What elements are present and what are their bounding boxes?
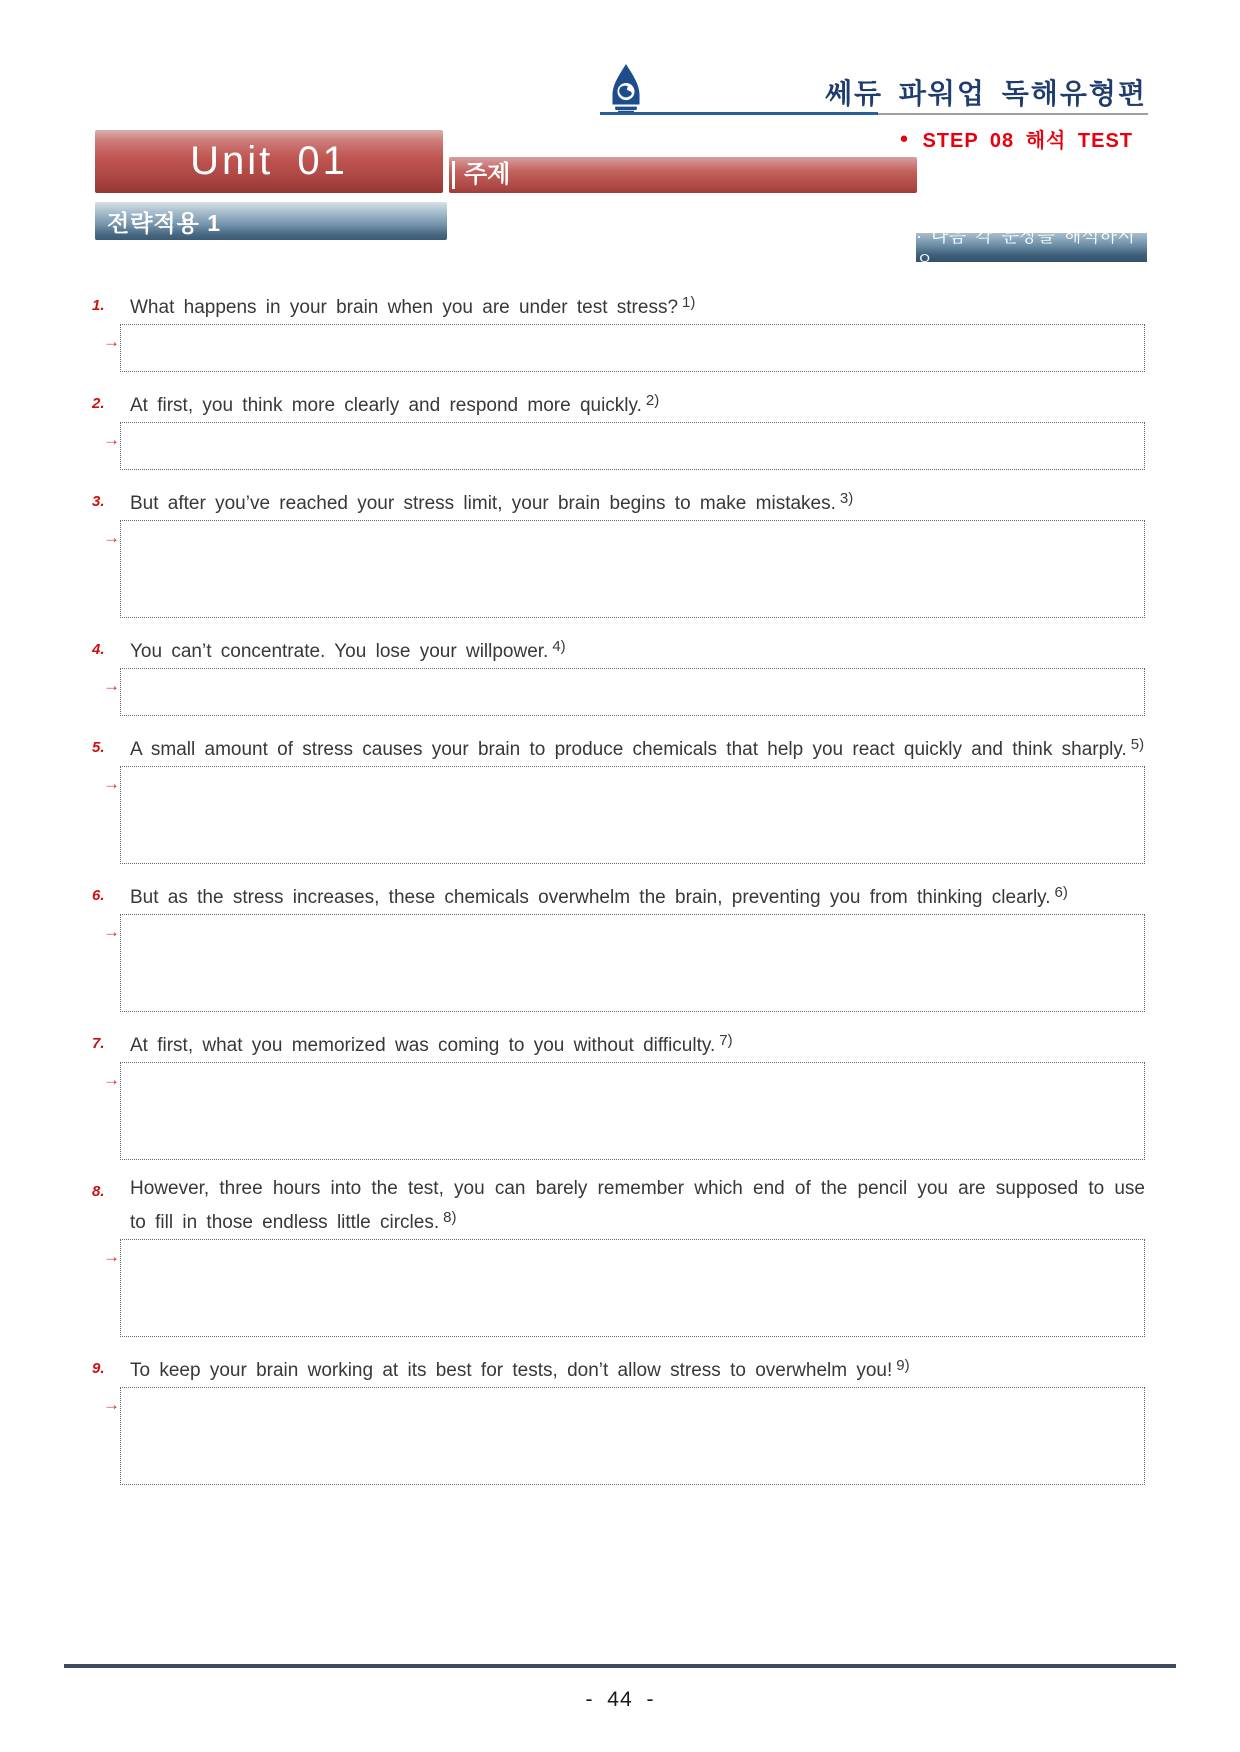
sentence-text: You can’t concentrate. You lose your willpower. bbox=[130, 641, 549, 662]
sentence-item bbox=[92, 1351, 1145, 1485]
sentence-number: 5. bbox=[92, 739, 105, 756]
answer-box[interactable] bbox=[103, 668, 1145, 716]
sentence-line bbox=[92, 730, 1145, 764]
arrow-icon: → bbox=[103, 1395, 120, 1414]
footer-rule bbox=[64, 1664, 1176, 1668]
sentence-text: What happens in your brain when you are under test stress? bbox=[130, 297, 679, 318]
arrow-icon: → bbox=[103, 430, 120, 449]
footnote-ref: 8) bbox=[443, 1209, 457, 1226]
sentence-text: But after you’ve reached your stress limit, your brain begins to make mistakes. bbox=[130, 493, 836, 514]
sentence-line bbox=[92, 632, 1145, 666]
arrow-icon: → bbox=[103, 1247, 120, 1266]
sentence-number: 9. bbox=[92, 1360, 105, 1377]
answer-box[interactable] bbox=[103, 1062, 1145, 1160]
footnote-ref: 6) bbox=[1054, 884, 1068, 901]
sentence-number: 1. bbox=[92, 297, 105, 314]
sentence-number: 6. bbox=[92, 887, 105, 904]
header-rule-blue bbox=[600, 112, 878, 115]
step-label-row bbox=[899, 124, 1133, 153]
sentence-list bbox=[92, 288, 1145, 1499]
header-rule-gray bbox=[878, 113, 1148, 115]
sentence-text: To keep your brain working at its best for tests, don’t allow stress to overwhelm you! bbox=[130, 1360, 893, 1381]
topic-banner bbox=[449, 157, 917, 193]
book-title: 쎄듀 파워업 독해유형편 bbox=[824, 78, 1147, 109]
sentence-number: 4. bbox=[92, 641, 105, 658]
sentence-item bbox=[92, 386, 1145, 470]
answer-box[interactable] bbox=[103, 766, 1145, 864]
arrow-icon: → bbox=[103, 922, 120, 941]
arrow-icon: → bbox=[103, 676, 120, 695]
sentence-item bbox=[92, 632, 1145, 716]
sentence-number: 8. bbox=[92, 1183, 105, 1200]
page-number: - 44 - bbox=[585, 1688, 655, 1711]
sentence-item bbox=[92, 484, 1145, 618]
sentence-number: 2. bbox=[92, 395, 105, 412]
footnote-ref: 3) bbox=[839, 490, 854, 507]
sentence-line bbox=[92, 288, 1145, 322]
sentence-item bbox=[92, 878, 1145, 1012]
answer-box[interactable] bbox=[103, 520, 1145, 618]
strategy-banner bbox=[95, 202, 447, 240]
answer-box[interactable] bbox=[103, 1387, 1145, 1485]
footnote-ref: 9) bbox=[896, 1357, 910, 1374]
sentence-line bbox=[92, 1351, 1145, 1385]
arrow-icon: → bbox=[103, 528, 120, 547]
arrow-icon: → bbox=[103, 774, 120, 793]
sentence-text: However, three hours into the test, you can barely remember which end of the pencil you are supposed to use to fill in those endless little circles. bbox=[130, 1178, 1145, 1233]
sentence-line bbox=[92, 484, 1145, 518]
answer-box[interactable] bbox=[103, 1239, 1145, 1337]
strategy-title: 전략적용 1 bbox=[107, 209, 222, 236]
sentence-line bbox=[92, 386, 1145, 420]
answer-box[interactable] bbox=[103, 422, 1145, 470]
footnote-ref: 1) bbox=[682, 294, 696, 311]
arrow-icon: → bbox=[103, 332, 120, 351]
sentence-text: A small amount of stress causes your brain to produce chemicals that help you react quickly and think sharply. bbox=[130, 739, 1127, 760]
arrow-icon: → bbox=[103, 1070, 120, 1089]
sentence-line bbox=[92, 1174, 1145, 1237]
footnote-ref: 2) bbox=[645, 392, 660, 409]
answer-box[interactable] bbox=[103, 914, 1145, 1012]
answer-box[interactable] bbox=[103, 324, 1145, 372]
unit-banner bbox=[95, 130, 443, 193]
sentence-item bbox=[92, 730, 1145, 864]
bullet-icon: ● bbox=[899, 130, 909, 147]
sentence-line bbox=[92, 878, 1145, 912]
sentence-number: 3. bbox=[92, 493, 105, 510]
sentence-number: 7. bbox=[92, 1035, 105, 1052]
sentence-item bbox=[92, 288, 1145, 372]
unit-title: Unit 01 bbox=[190, 139, 348, 183]
instruction-text: · 다음 각 문장을 해석하시오 bbox=[916, 225, 1136, 272]
sentence-item bbox=[92, 1026, 1145, 1160]
sentence-text: At first, what you memorized was coming to you without difficulty. bbox=[130, 1035, 716, 1056]
sentence-item bbox=[92, 1174, 1145, 1337]
footnote-ref: 7) bbox=[719, 1032, 733, 1049]
sentence-text: At first, you think more clearly and respond more quickly. bbox=[130, 395, 642, 416]
instruction-badge bbox=[916, 225, 1147, 272]
sentence-text: But as the stress increases, these chemicals overwhelm the brain, preventing you from thinking clearly. bbox=[130, 887, 1051, 908]
step-label: STEP 08 해석 TEST bbox=[922, 130, 1133, 152]
topic-title: 주제 bbox=[452, 161, 510, 189]
footnote-ref: 5) bbox=[1130, 736, 1145, 753]
pen-nib-globe-logo-icon bbox=[605, 64, 647, 116]
footnote-ref: 4) bbox=[552, 638, 566, 655]
sentence-line bbox=[92, 1026, 1145, 1060]
